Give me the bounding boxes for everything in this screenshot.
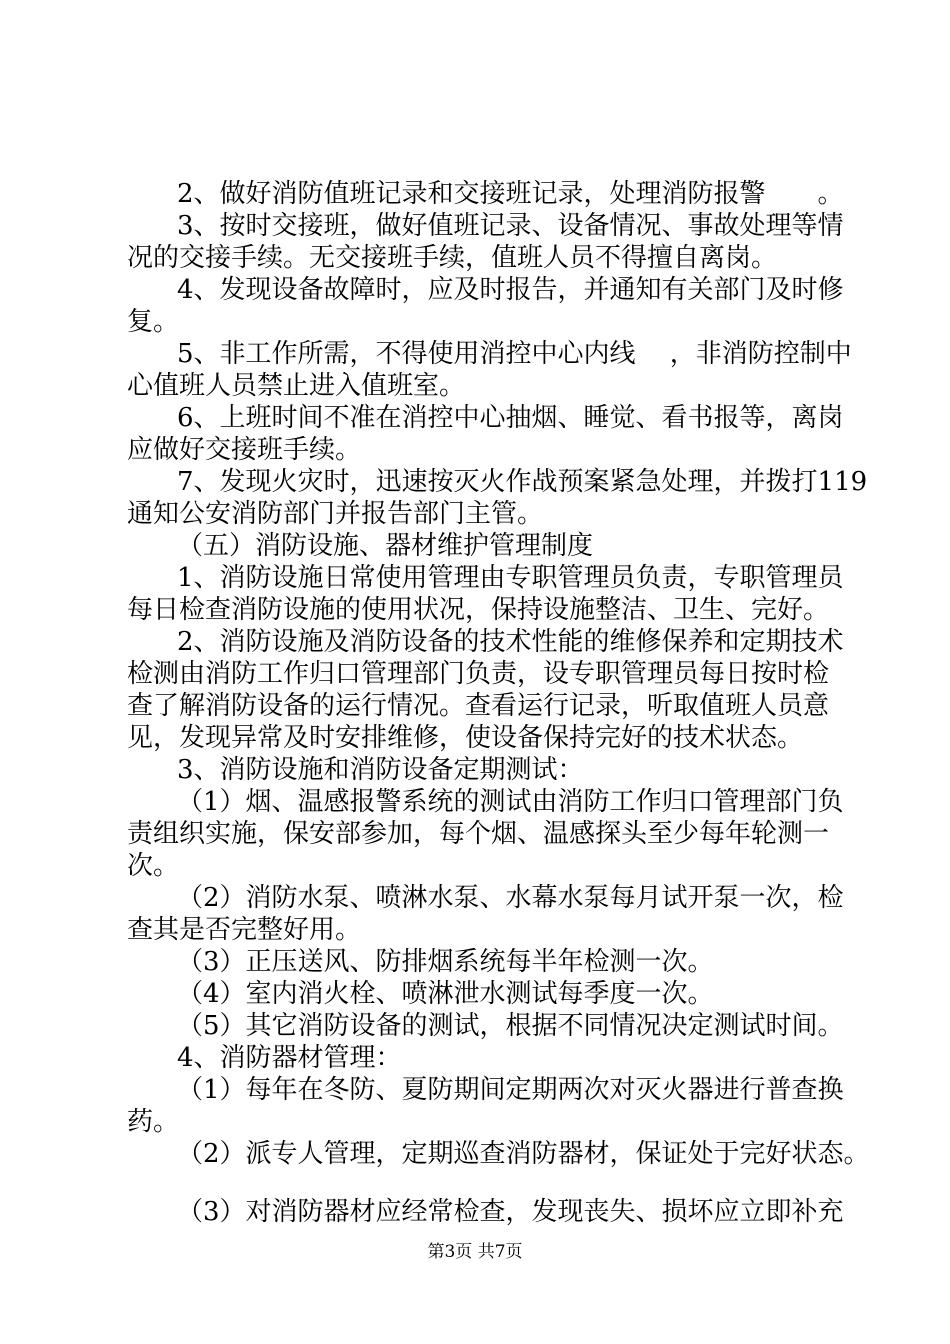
text-line: 通知公安消防部门并报告部门主管。 [127, 499, 544, 529]
text-line: （5）其它消防设备的测试，根据不同情况决定测试时间。 [177, 1011, 844, 1041]
text-line: 每日检查消防设施的使用状况，保持设施整洁、卫生、完好。 [127, 595, 830, 625]
text-line: 况的交接手续。无交接班手续，值班人员不得擅自离岗。 [127, 243, 778, 273]
text-line: 心值班人员禁止进入值班室。 [127, 371, 466, 401]
text-line: （3）对消防器材应经常检查，发现丧失、损坏应立即补充 [177, 1197, 844, 1227]
text-line: 4、消防器材管理： [177, 1043, 402, 1073]
text-line: 次。 [127, 851, 180, 881]
text-line: （3）正压送风、防排烟系统每半年检测一次。 [177, 947, 714, 977]
page-footer: 第3页 共7页 [427, 1242, 523, 1262]
text-line: 6、上班时间不准在消控中心抽烟、睡觉、看书报等，离岗 [177, 403, 844, 433]
text-line: 2、做好消防值班记录和交接班记录，处理消防报警 。 [177, 179, 844, 209]
text-line: 2、消防设施及消防设备的技术性能的维修保养和定期技术 [177, 627, 844, 657]
text-line: 5、非工作所需，不得使用消控中心内线 ，非消防控制中 [177, 339, 852, 369]
text-line: （2）派专人管理，定期巡查消防器材，保证处于完好状态。 [177, 1139, 870, 1169]
text-line: 4、发现设备故障时，应及时报告，并通知有关部门及时修 [177, 275, 844, 305]
text-line: 查其是否完整好用。 [127, 915, 362, 945]
text-line: 查了解消防设备的运行情况。查看运行记录，听取值班人员意 [127, 691, 830, 721]
text-line: （4）室内消火栓、喷淋泄水测试每季度一次。 [177, 979, 714, 1009]
text-line: 7、发现火灾时，迅速按灭火作战预案紧急处理，并拨打119 [177, 467, 868, 497]
text-line: 1、消防设施日常使用管理由专职管理员负责，专职管理员 [177, 563, 844, 593]
text-line: （2）消防水泵、喷淋水泵、水幕水泵每月试开泵一次，检 [177, 883, 844, 913]
text-line: 责组织实施，保安部参加，每个烟、温感探头至少每年轮测一 [127, 819, 830, 849]
text-line: （1）每年在冬防、夏防期间定期两次对灭火器进行普查换 [177, 1075, 844, 1105]
text-line: 3、按时交接班，做好值班记录、设备情况、事故处理等情 [177, 211, 844, 241]
text-line: 药。 [127, 1107, 180, 1137]
text-line: （1）烟、温感报警系统的测试由消防工作归口管理部门负 [177, 787, 844, 817]
text-line: 复。 [127, 307, 180, 337]
section-heading: （五）消防设施、器材维护管理制度 [177, 531, 594, 561]
text-line: 应做好交接班手续。 [127, 435, 362, 465]
text-line: 见，发现异常及时安排维修，使设备保持完好的技术状态。 [127, 723, 804, 753]
text-line: 3、消防设施和消防设备定期测试： [177, 755, 584, 785]
text-line: 检测由消防工作归口管理部门负责，设专职管理员每日按时检 [127, 659, 830, 689]
